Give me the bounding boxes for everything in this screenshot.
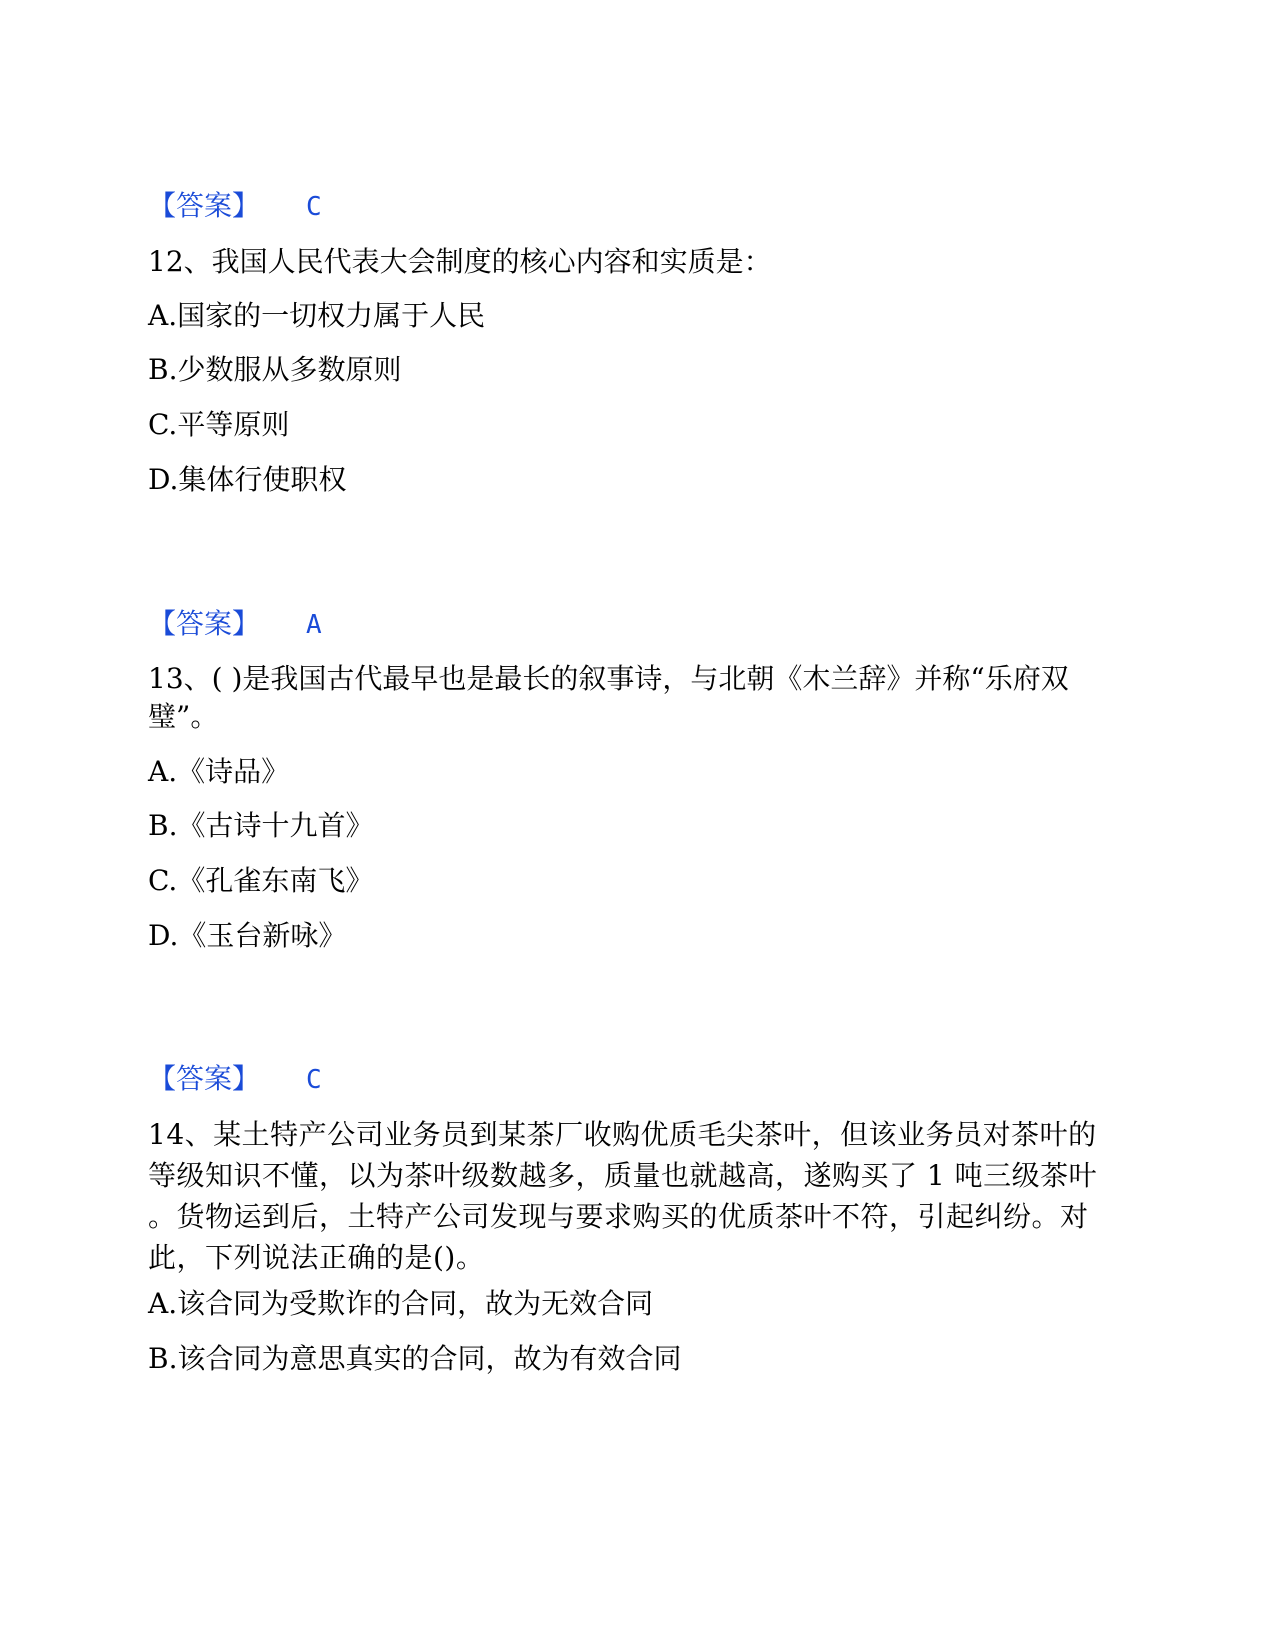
question-12-text: 12、我国人民代表大会制度的核心内容和实质是： — [148, 245, 772, 278]
option-14-a: A.该合同为受欺诈的合同，故为无效合同 — [148, 1287, 654, 1320]
answer-value: A — [306, 610, 322, 640]
question-14-line-4: 此，下列说法正确的是()。 — [148, 1241, 485, 1274]
option-13-d: D.《玉台新咏》 — [148, 919, 347, 952]
answer-label: 【答案】 — [148, 1062, 261, 1095]
answer-label: 【答案】 — [148, 189, 261, 222]
answer-line-13 — [148, 1061, 1118, 1098]
question-13-line-2: 璧”。 — [148, 700, 219, 733]
option-13-b: B.《古诗十九首》 — [148, 809, 374, 842]
option-12-a: A.国家的一切权力属于人民 — [148, 299, 486, 332]
option-12-d: D.集体行使职权 — [148, 463, 347, 496]
answer-label: 【答案】 — [148, 607, 261, 640]
question-14-line-2: 等级知识不懂，以为茶叶级数越多，质量也就越高，遂购买了 1 吨三级茶叶 — [148, 1159, 1098, 1192]
option-13-a: A.《诗品》 — [148, 755, 290, 788]
answer-value: C — [306, 192, 322, 222]
option-12-b: B.少数服从多数原则 — [148, 353, 402, 386]
question-13-line-1: 13、( )是我国古代最早也是最长的叙事诗，与北朝《木兰辞》并称“乐府双 — [148, 662, 1069, 695]
option-14-b: B.该合同为意思真实的合同，故为有效合同 — [148, 1342, 682, 1375]
question-14-text — [148, 1114, 1118, 1278]
answer-line-12 — [148, 606, 1118, 643]
question-14-line-3: 。货物运到后，土特产公司发现与要求购买的优质茶叶不符，引起纠纷。对 — [148, 1200, 1089, 1233]
option-13-c: C.《孔雀东南飞》 — [148, 864, 374, 897]
question-14-line-1: 14、某土特产公司业务员到某茶厂收购优质毛尖茶叶，但该业务员对茶叶的 — [148, 1118, 1097, 1151]
option-12-c: C.平等原则 — [148, 408, 290, 441]
answer-value: C — [306, 1065, 322, 1095]
answer-line-11 — [148, 188, 1118, 225]
